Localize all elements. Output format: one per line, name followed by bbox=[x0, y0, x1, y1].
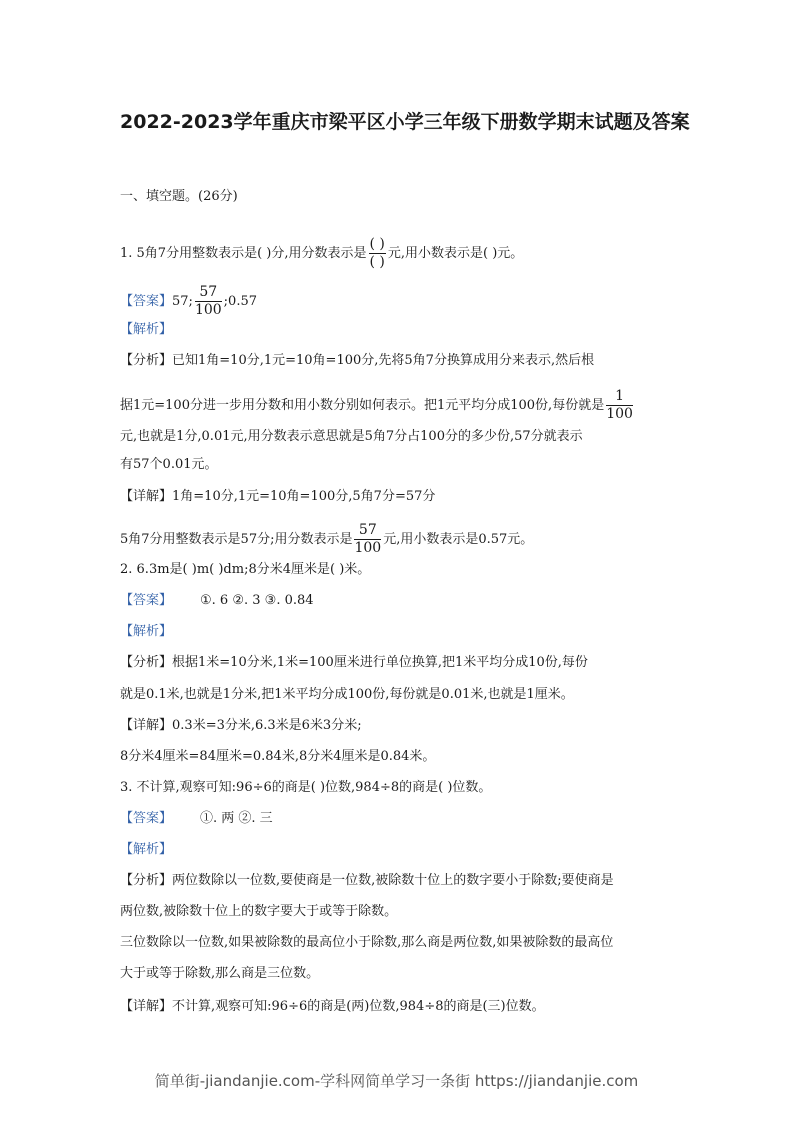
analysis-tag: 【解析】 bbox=[120, 624, 173, 639]
section-heading: 一、填空题。(26分) bbox=[120, 189, 238, 204]
fenxi-text: 已知1角=10分,1元=10角=100分,先将5角7分换算成用分来表示,然后根 bbox=[172, 353, 595, 368]
xiangjie-tag: 【详解】 bbox=[120, 489, 173, 504]
q2-xiangjie-line1 bbox=[120, 716, 362, 736]
xiangjie-tag: 【详解】 bbox=[120, 718, 173, 733]
q3-xiangjie-line1 bbox=[120, 997, 545, 1017]
q1-question-part1: 1. 5角7分用整数表示是( )分,用分数表示是 bbox=[120, 246, 367, 261]
q3-answer bbox=[120, 809, 273, 829]
q1-fenxi-line3: 元,也就是1分,0.01元,用分数表示意思就是5角7分占100分的多少份,57分就表示 bbox=[120, 429, 583, 444]
q2-fenxi-line1 bbox=[120, 653, 588, 673]
q1-question bbox=[120, 236, 523, 271]
q2-answer bbox=[120, 591, 314, 611]
fraction-denominator: 100 bbox=[194, 302, 222, 318]
analysis-tag: 【解析】 bbox=[120, 322, 173, 337]
q1-fenxi-fraction bbox=[606, 388, 633, 423]
xiangjie-text: 1角=10分,1元=10角=100分,5角7分=57分 bbox=[172, 489, 436, 504]
answer-text: ①. 6 ②. 3 ③. 0.84 bbox=[200, 593, 314, 608]
q1-question-part2: 元,用小数表示是( )元。 bbox=[387, 246, 524, 261]
q1-fenxi-line2 bbox=[120, 388, 635, 423]
q1-answer-fraction bbox=[195, 284, 222, 319]
q1-answer-decimal: ;0.57 bbox=[223, 294, 257, 309]
q1-xiangjie-line1 bbox=[120, 487, 435, 507]
fraction-numerator: 1 bbox=[606, 388, 633, 406]
xiangjie-text: 不计算,观察可知:96÷6的商是(两)位数,984÷8的商是(三)位数。 bbox=[172, 999, 545, 1014]
fenxi-tag: 【分析】 bbox=[120, 655, 173, 670]
q3-fenxi-line4: 大于或等于除数,那么商是三位数。 bbox=[120, 966, 320, 981]
q3-question: 3. 不计算,观察可知:96÷6的商是( )位数,984÷8的商是( )位数。 bbox=[120, 780, 492, 795]
page-title: 2022-2023学年重庆市梁平区小学三年级下册数学期末试题及答案 bbox=[120, 111, 690, 133]
fenxi-text: 根据1米=10分米,1米=100厘米进行单位换算,把1米平均分成10份,每份 bbox=[172, 655, 588, 670]
xiangjie-text: 元,用小数表示是0.57元。 bbox=[383, 532, 534, 547]
fraction-denominator: 100 bbox=[606, 406, 633, 422]
q1-fenxi-line4: 有57个0.01元。 bbox=[120, 457, 218, 472]
q1-blank-numerator: ( ) bbox=[369, 236, 385, 252]
q3-fenxi-line2: 两位数,被除数十位上的数字要大于或等于除数。 bbox=[120, 904, 398, 919]
q1-answer bbox=[120, 284, 257, 319]
q1-xiangjie-fraction bbox=[354, 522, 381, 557]
q2-xiangjie-line2: 8分米4厘米=84厘米=0.84米,8分米4厘米是0.84米。 bbox=[120, 749, 436, 764]
q2-question: 2. 6.3m是( )m( )dm;8分米4厘米是( )米。 bbox=[120, 562, 371, 577]
answer-tag: 【答案】 bbox=[120, 593, 173, 608]
fraction-denominator: 100 bbox=[354, 540, 382, 556]
fenxi-tag: 【分析】 bbox=[120, 353, 173, 368]
page-footer: 简单街-jiandanjie.com-学科网简单学习一条街 https://jiandanjie.com bbox=[154, 1072, 639, 1090]
xiangjie-tag: 【详解】 bbox=[120, 999, 173, 1014]
q1-blank-fraction bbox=[369, 236, 386, 271]
q1-answer-integer: 57; bbox=[172, 294, 193, 309]
q2-fenxi-line2: 就是0.1米,也就是1分米,把1米平均分成100份,每份就是0.01米,也就是1厘米。 bbox=[120, 687, 574, 702]
q1-fenxi-line1 bbox=[120, 351, 594, 371]
q1-blank-denominator: ( ) bbox=[369, 254, 385, 270]
fenxi-text: 两位数除以一位数,要使商是一位数,被除数十位上的数字要小于除数;要使商是 bbox=[172, 873, 614, 888]
q1-xiangjie-line2 bbox=[120, 522, 533, 557]
q3-fenxi-line1 bbox=[120, 871, 614, 891]
fenxi-text: 据1元=100分进一步用分数和用小数分别如何表示。把1元平均分成100份,每份就是 bbox=[120, 398, 605, 413]
answer-text: ①. 两 ②. 三 bbox=[200, 811, 273, 826]
q3-fenxi-line3: 三位数除以一位数,如果被除数的最高位小于除数,那么商是两位数,如果被除数的最高位 bbox=[120, 935, 614, 950]
xiangjie-text: 5角7分用整数表示是57分;用分数表示是 bbox=[120, 532, 353, 547]
analysis-tag: 【解析】 bbox=[120, 842, 173, 857]
fraction-numerator: 57 bbox=[354, 522, 381, 540]
answer-tag: 【答案】 bbox=[120, 811, 173, 826]
fraction-numerator: 57 bbox=[195, 284, 222, 302]
fenxi-tag: 【分析】 bbox=[120, 873, 173, 888]
xiangjie-text: 0.3米=3分米,6.3米是6米3分米; bbox=[172, 718, 362, 733]
answer-tag: 【答案】 bbox=[120, 294, 173, 309]
